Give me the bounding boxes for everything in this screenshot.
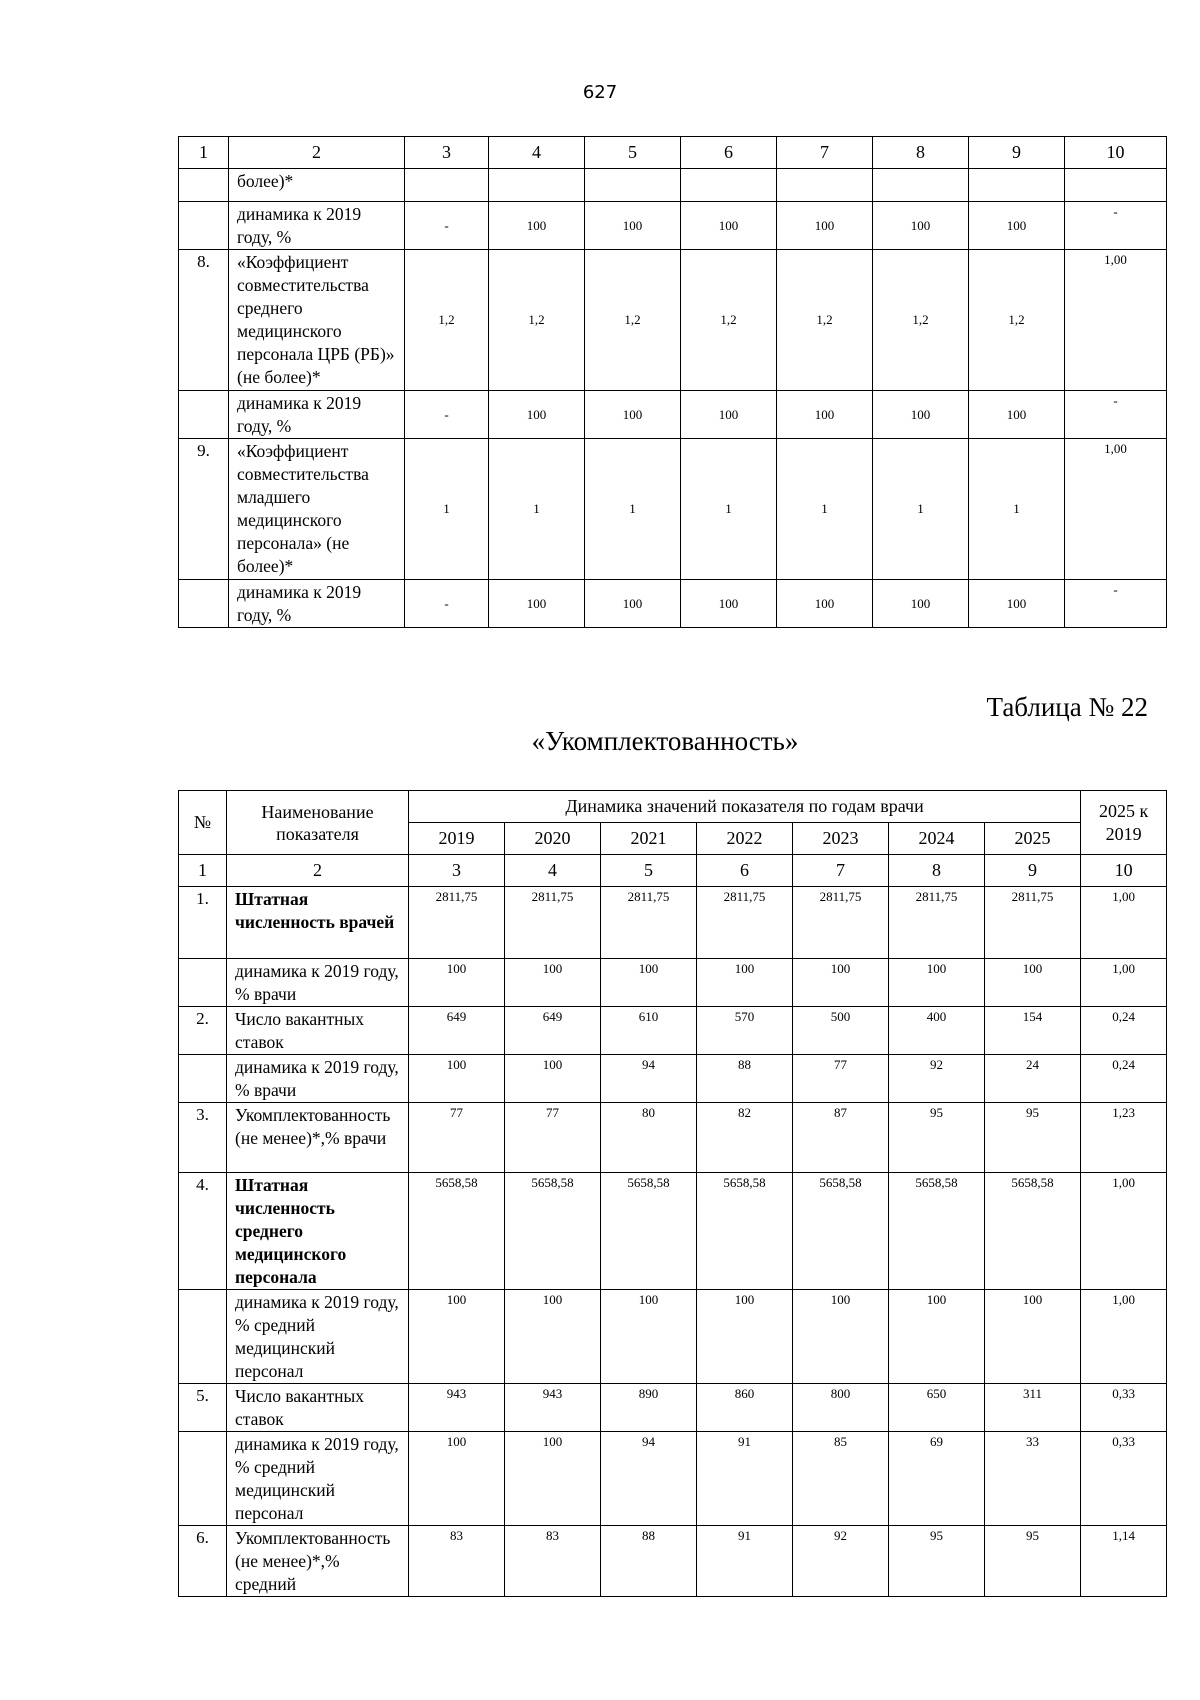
row-value: 100 — [505, 959, 601, 1007]
row-value: 1,2 — [585, 250, 681, 391]
row-value: 77 — [409, 1103, 505, 1173]
row-name: Штатная численность врачей — [227, 887, 409, 959]
row-value: 800 — [793, 1384, 889, 1432]
row-value: 33 — [985, 1432, 1081, 1526]
row-number: 8. — [179, 250, 229, 391]
row-number — [179, 1055, 227, 1103]
row-value: 1,2 — [681, 250, 777, 391]
column-number: 10 — [1081, 855, 1167, 887]
row-value — [489, 169, 585, 202]
column-number: 2 — [229, 137, 405, 169]
row-name: Число вакантных ставок — [227, 1007, 409, 1055]
row-value: 610 — [601, 1007, 697, 1055]
row-value: 100 — [873, 391, 969, 439]
row-value: 1 — [405, 439, 489, 580]
row-number — [179, 1432, 227, 1526]
row-name: динамика к 2019 году, % — [229, 202, 405, 250]
row-value: 100 — [873, 580, 969, 628]
row-value: 154 — [985, 1007, 1081, 1055]
row-number — [179, 169, 229, 202]
row-value: 91 — [697, 1526, 793, 1597]
row-value: 5658,58 — [601, 1173, 697, 1290]
row-value: 100 — [889, 1290, 985, 1384]
row-value: 100 — [601, 1290, 697, 1384]
row-value: 5658,58 — [793, 1173, 889, 1290]
row-value: 87 — [793, 1103, 889, 1173]
row-value: 1,2 — [777, 250, 873, 391]
row-value: 100 — [585, 202, 681, 250]
column-number: 2 — [227, 855, 409, 887]
row-number: 9. — [179, 439, 229, 580]
column-number: 9 — [969, 137, 1065, 169]
row-number — [179, 202, 229, 250]
header-year: 2025 — [985, 823, 1081, 855]
row-number: 4. — [179, 1173, 227, 1290]
row-value: 860 — [697, 1384, 793, 1432]
row-value: 83 — [409, 1526, 505, 1597]
row-ratio: 1,00 — [1065, 250, 1167, 391]
column-number: 4 — [489, 137, 585, 169]
table-row — [179, 1007, 1167, 1055]
row-value: 100 — [969, 391, 1065, 439]
row-ratio: - — [1065, 580, 1167, 628]
row-value: 95 — [889, 1526, 985, 1597]
row-value: 83 — [505, 1526, 601, 1597]
row-value: 650 — [889, 1384, 985, 1432]
table-row — [179, 1055, 1167, 1103]
row-value: 92 — [889, 1055, 985, 1103]
column-number: 10 — [1065, 137, 1167, 169]
row-value: 100 — [985, 1290, 1081, 1384]
row-value: 100 — [409, 1055, 505, 1103]
row-ratio: 1,00 — [1065, 439, 1167, 580]
row-value: - — [405, 202, 489, 250]
row-value: 2811,75 — [793, 887, 889, 959]
row-number — [179, 959, 227, 1007]
row-value: 5658,58 — [985, 1173, 1081, 1290]
row-value: 100 — [585, 391, 681, 439]
row-ratio: - — [1065, 391, 1167, 439]
row-value: 24 — [985, 1055, 1081, 1103]
row-number — [179, 391, 229, 439]
row-value: 1,2 — [873, 250, 969, 391]
row-value: 69 — [889, 1432, 985, 1526]
column-number-row — [179, 855, 1167, 887]
row-value: 100 — [985, 959, 1081, 1007]
row-number: 2. — [179, 1007, 227, 1055]
row-value: 100 — [409, 1290, 505, 1384]
row-value: 100 — [409, 959, 505, 1007]
row-value: 1 — [969, 439, 1065, 580]
row-value — [405, 169, 489, 202]
row-value: 100 — [697, 959, 793, 1007]
row-ratio: 1,14 — [1081, 1526, 1167, 1597]
table-row — [179, 1384, 1167, 1432]
row-value: 1,2 — [405, 250, 489, 391]
row-value: 2811,75 — [409, 887, 505, 959]
row-value: 95 — [985, 1526, 1081, 1597]
column-number: 3 — [409, 855, 505, 887]
row-value: 94 — [601, 1055, 697, 1103]
table-row — [179, 580, 1167, 628]
row-value: 100 — [681, 391, 777, 439]
row-value: 100 — [777, 202, 873, 250]
row-number: 6. — [179, 1526, 227, 1597]
row-number: 3. — [179, 1103, 227, 1173]
column-number-row — [179, 137, 1167, 169]
row-name: динамика к 2019 году, % средний медицинский персонал — [227, 1290, 409, 1384]
header-no: № — [179, 791, 227, 855]
table-row — [179, 959, 1167, 1007]
row-name: динамика к 2019 году, % — [229, 391, 405, 439]
row-ratio: 1,00 — [1081, 887, 1167, 959]
table-row — [179, 887, 1167, 959]
column-number: 7 — [793, 855, 889, 887]
row-name: более)* — [229, 169, 405, 202]
row-value: 100 — [505, 1290, 601, 1384]
table-row — [179, 439, 1167, 580]
row-value: 649 — [409, 1007, 505, 1055]
column-number: 3 — [405, 137, 489, 169]
row-name: Укомплектованность (не менее)*,% средний — [227, 1526, 409, 1597]
table-row — [179, 1103, 1167, 1173]
row-ratio — [1065, 169, 1167, 202]
column-number: 4 — [505, 855, 601, 887]
row-value: 100 — [585, 580, 681, 628]
row-value: 943 — [409, 1384, 505, 1432]
row-value: 890 — [601, 1384, 697, 1432]
staffing-table — [178, 790, 1167, 1597]
row-value: 80 — [601, 1103, 697, 1173]
row-name: динамика к 2019 году, % средний медицинский персонал — [227, 1432, 409, 1526]
row-value — [969, 169, 1065, 202]
column-number: 8 — [873, 137, 969, 169]
row-number — [179, 1290, 227, 1384]
header-dynamics: Динамика значений показателя по годам врачи — [409, 791, 1081, 823]
row-value: 91 — [697, 1432, 793, 1526]
row-value: 570 — [697, 1007, 793, 1055]
row-value: 100 — [409, 1432, 505, 1526]
row-name: динамика к 2019 году, % врачи — [227, 1055, 409, 1103]
row-name: Число вакантных ставок — [227, 1384, 409, 1432]
row-value — [681, 169, 777, 202]
row-value: 500 — [793, 1007, 889, 1055]
row-value — [873, 169, 969, 202]
row-value: 943 — [505, 1384, 601, 1432]
row-value: 100 — [793, 1290, 889, 1384]
row-name: динамика к 2019 году, % — [229, 580, 405, 628]
table-row — [179, 169, 1167, 202]
row-value: 100 — [489, 580, 585, 628]
row-ratio: 0,33 — [1081, 1432, 1167, 1526]
column-number: 1 — [179, 855, 227, 887]
row-ratio: - — [1065, 202, 1167, 250]
header-name: Наименование показателя — [227, 791, 409, 855]
header-year: 2019 — [409, 823, 505, 855]
header-year: 2022 — [697, 823, 793, 855]
row-value: 2811,75 — [985, 887, 1081, 959]
row-value: 5658,58 — [697, 1173, 793, 1290]
table-row — [179, 1526, 1167, 1597]
row-value: 5658,58 — [505, 1173, 601, 1290]
table-row — [179, 1432, 1167, 1526]
row-value: 82 — [697, 1103, 793, 1173]
table-row — [179, 202, 1167, 250]
row-value: 2811,75 — [601, 887, 697, 959]
row-value: 311 — [985, 1384, 1081, 1432]
row-value: 100 — [697, 1290, 793, 1384]
header-year: 2020 — [505, 823, 601, 855]
row-name: Штатная численность среднего медицинского персонала — [227, 1173, 409, 1290]
row-value: 1 — [489, 439, 585, 580]
row-value: 88 — [697, 1055, 793, 1103]
row-value: 100 — [793, 959, 889, 1007]
table-row — [179, 1290, 1167, 1384]
row-value: 95 — [889, 1103, 985, 1173]
header-ratio: 2025 к 2019 — [1081, 791, 1167, 855]
row-value: 95 — [985, 1103, 1081, 1173]
row-value: 2811,75 — [697, 887, 793, 959]
column-number: 9 — [985, 855, 1081, 887]
table-row — [179, 391, 1167, 439]
row-value — [777, 169, 873, 202]
table-title: «Укомплектованность» — [531, 726, 799, 756]
row-value: 100 — [873, 202, 969, 250]
header-year: 2021 — [601, 823, 697, 855]
row-ratio: 0,33 — [1081, 1384, 1167, 1432]
row-value: 100 — [505, 1432, 601, 1526]
row-value: 100 — [777, 391, 873, 439]
header-year: 2023 — [793, 823, 889, 855]
row-value: - — [405, 580, 489, 628]
row-value: 2811,75 — [505, 887, 601, 959]
row-value: 5658,58 — [889, 1173, 985, 1290]
row-value: 100 — [681, 580, 777, 628]
row-ratio: 0,24 — [1081, 1007, 1167, 1055]
row-value: 1,2 — [969, 250, 1065, 391]
column-number: 6 — [697, 855, 793, 887]
row-ratio: 1,00 — [1081, 1290, 1167, 1384]
row-ratio: 1,00 — [1081, 1173, 1167, 1290]
row-name: Укомплектованность (не менее)*,% врачи — [227, 1103, 409, 1173]
row-value: 100 — [969, 202, 1065, 250]
row-value: 100 — [505, 1055, 601, 1103]
row-number — [179, 580, 229, 628]
table-row — [179, 1173, 1167, 1290]
row-number: 5. — [179, 1384, 227, 1432]
row-value: 88 — [601, 1526, 697, 1597]
row-value: 100 — [601, 959, 697, 1007]
row-value: 85 — [793, 1432, 889, 1526]
row-name: «Коэффициент совместительства младшего медицинского персонала» (не более)* — [229, 439, 405, 580]
row-value: 100 — [777, 580, 873, 628]
row-ratio: 1,23 — [1081, 1103, 1167, 1173]
column-number: 5 — [585, 137, 681, 169]
row-value — [585, 169, 681, 202]
header-year: 2024 — [889, 823, 985, 855]
row-value: 77 — [505, 1103, 601, 1173]
row-value: 100 — [489, 202, 585, 250]
column-number: 5 — [601, 855, 697, 887]
row-value: 92 — [793, 1526, 889, 1597]
row-value: 100 — [681, 202, 777, 250]
row-value: 77 — [793, 1055, 889, 1103]
row-number: 1. — [179, 887, 227, 959]
row-value: 100 — [969, 580, 1065, 628]
page-number: 627 — [582, 82, 618, 103]
row-value: 100 — [489, 391, 585, 439]
continued-table — [178, 136, 1167, 628]
row-value: 5658,58 — [409, 1173, 505, 1290]
row-value: 1 — [777, 439, 873, 580]
row-value: - — [405, 391, 489, 439]
row-value: 649 — [505, 1007, 601, 1055]
column-number: 6 — [681, 137, 777, 169]
row-name: «Коэффициент совместительства среднего медицинского персонала ЦРБ (РБ)» (не более)* — [229, 250, 405, 391]
column-number: 1 — [179, 137, 229, 169]
row-value: 1,2 — [489, 250, 585, 391]
row-value: 400 — [889, 1007, 985, 1055]
row-value: 94 — [601, 1432, 697, 1526]
table-row — [179, 250, 1167, 391]
table-label: Таблица № 22 — [986, 692, 1148, 722]
row-ratio: 0,24 — [1081, 1055, 1167, 1103]
column-number: 7 — [777, 137, 873, 169]
row-value: 2811,75 — [889, 887, 985, 959]
row-value: 1 — [681, 439, 777, 580]
column-number: 8 — [889, 855, 985, 887]
row-value: 1 — [873, 439, 969, 580]
row-ratio: 1,00 — [1081, 959, 1167, 1007]
row-value: 100 — [889, 959, 985, 1007]
row-name: динамика к 2019 году, % врачи — [227, 959, 409, 1007]
row-value: 1 — [585, 439, 681, 580]
